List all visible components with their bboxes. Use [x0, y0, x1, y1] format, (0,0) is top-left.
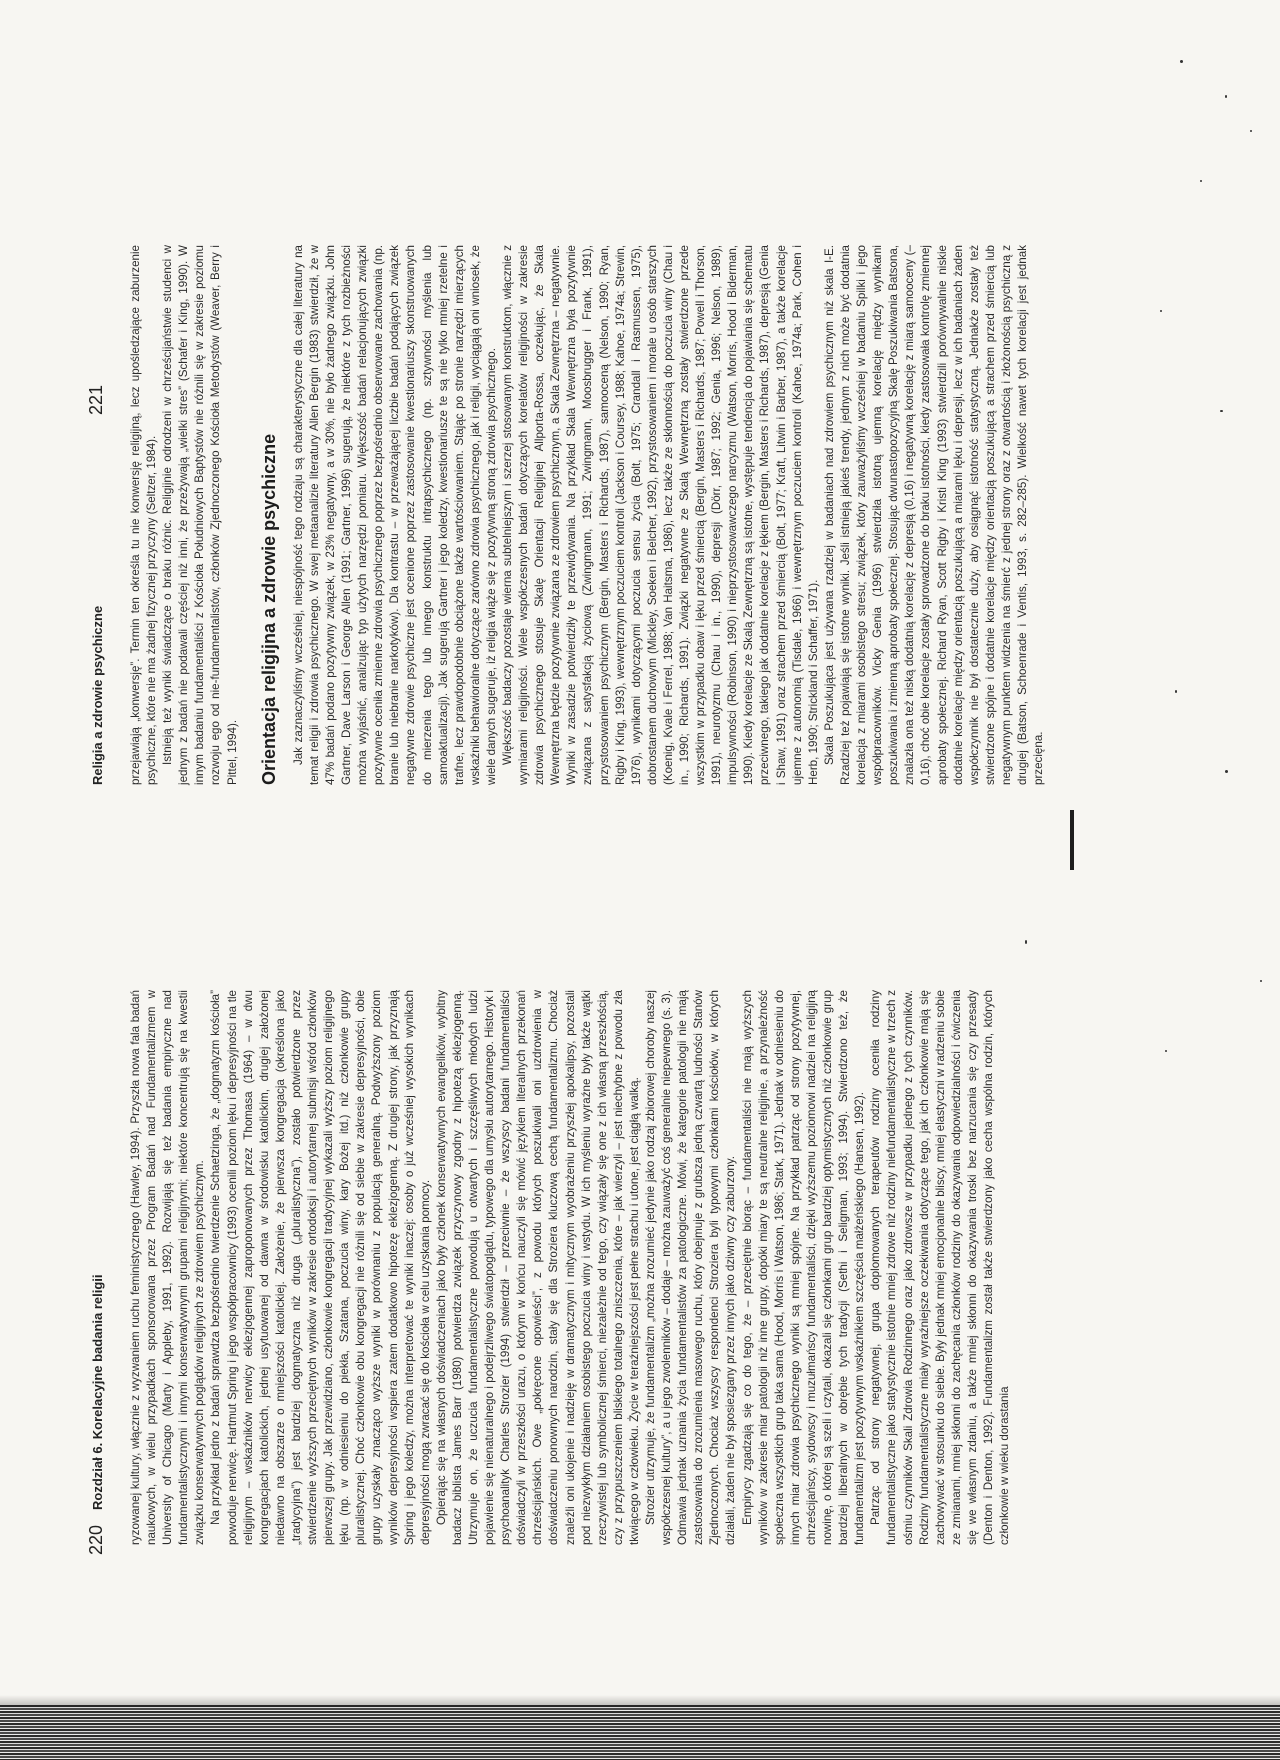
book-binding-edge: [0, 1705, 1280, 1760]
scan-speck: [1025, 940, 1027, 944]
scan-speck: [1175, 690, 1177, 693]
paragraph: Jak zaznaczyliśmy wcześniej, niespójność tego rodzaju są charakterystyczne dla całej literatury na temat religii i zdrowia psychicznego. W swej metaanalizie literatury Allen Bergin (1983) stwierdził, że w 47% badań podano pozytywny związek, w 23% negatywny, a w 30%, nie było żadnego związku. John Gartner, Dave Larson i George Allen (1991; Gartner, 1996) sugerują, że niektóre z tych rozbieżności można wyjaśnić, analizując typ użytych narzędzi pomiaru. Większość badań relacjonujących związki pozytywne oceniła zmienne zdrowia psychicznego poprzez bezpośrednio obserwowane zachowania (np. branie lub niebranie narkotyków). Dla kontrastu – w przeważającej liczbie badań podających związek negatywne zdrowie psychiczne jest ocenione poprzez zastosowanie kwestionariuszy skonstruowanych do mierzenia tego lub innego konstruktu intrapsychicznego (np. sztywności myślenia lub samoaktualizacji). Jak sugerują Gartner i jego koledzy, kwestionariusze te są nie tylko mniej rzetelne i trafne, lecz prawdopodobnie obciążone także wartościowaniem. Stając po stronie narzędzi mierzących wskaźniki behawioralne dotyczące zarówno zdrowia psychicznego, jak i religii, wyciągają oni wniosek, że wiele danych sugeruje, iż religia wiąże się z pozytywną stroną zdrowia psychicznego.: [291, 245, 498, 785]
scan-speck: [1250, 130, 1252, 132]
scan-speck: [1260, 980, 1262, 982]
section-heading: Orientacja religijna a zdrowie psychiczne: [258, 433, 279, 785]
scan-speck: [1165, 1050, 1167, 1052]
paragraph: Istnieją też wyniki świadczące o braku różnic. Religijnie odrodzeni w chrześcijaństwie studenci w jednym z badań nie podawali częściej niż inni, że przeżywają „wielki stres” (Schafer i King, 1990). W innym badaniu fundamentaliści z Kościoła Południowych Baptystów nie różnili się w zakresie poziomu rozwoju ego od nie-fundamentalistów, członków Zjednoczonego Kościoła Metodystów (Weaver, Berry i Pittel, 1994).: [161, 245, 239, 785]
paragraph: Większość badaczy pozostaje wierna subtelniejszym i szerzej stosowanym konstruktom, włącznie z wymiarami religijności. Wiele współczesnych badań dotyczących korelatów religijności w zakresie zdrowia psychicznego stosuje Skalę Orientacji Religijnej Allporta-Rossa, oczekując, że Skala Wewnętrzna będzie pozytywnie związana ze zdrowiem psychicznym, a Skala Zewnętrzna – negatywnie. Wyniki w zasadzie potwierdziły te przewidywania. Na przykład Skala Wewnętrzna była pozytywnie związana z satysfakcją życiową (Zwingmann, 1991; Zwingmann, Moosbrugger i Frank, 1991), przystosowaniem psychicznym (Bergin, Masters i Richards, 1987), samooceną (Nelson, 1990; Ryan, Rigby i King, 1993), wewnętrznym poczuciem kontroli (Jackson i Coursey, 1988; Kahoe, 1974a; Strewin, 1976), wynikami dotyczącymi poczucia sensu życia (Bolt, 1975; Crandall i Rasmussen, 1975), dobrostanem duchowym (Mickley, Soeken i Belcher, 1992), przystosowaniem i morale u osób starszych (Koenig, Kvale i Ferrel, 1988; Van Haitsma, 1986), lecz także ze skłonnością do poczucia winy (Chau i in., 1990; Richards, 1991). Związki negatywne ze Skalą Wewnętrzną zostały stwierdzone przede wszystkim w przypadku obaw i lęku przed śmiercią (Bergin, Masters i Richards, 1987; Powell i Thorson, 1991), neurotyzmu (Chau i in., 1990), depresji (Dörr, 1987; 1992; Genia, 1996; Nelson, 1989), impulsywności (Robinson, 1990) i nieprzystosowawczego narcyzmu (Watson, Morris, Hood i Biderman, 1990). Kiedy korelacje ze Skalą Zewnętrzną są istotne, występuje tendencja do pojawiania się schematu przeciwnego, takiego jak dodatnie korelacje z lękiem (Bergin, Masters i Richards, 1987), depresją (Genia i Shaw, 1991) oraz strachem przed śmiercią (Bolt, 1977; Kraft, Litwin i Barber, 1987), a także korelacje ujemne z autonomią (Tisdale, 1966) i wewnętrznym poczuciem kontroli (Kahoe, 1974a; Park, Cohen i Herb, 1990; Strickland i Schaffer, 1971).: [500, 245, 820, 785]
right-page-text: [128, 245, 1046, 785]
scan-speck: [1160, 310, 1162, 312]
scan-speck: [1200, 180, 1202, 182]
scan-fold-mark: [1070, 810, 1074, 870]
scan-speck: [1220, 410, 1223, 412]
running-head-left: Rozdział 6. Korelacyjne badania religii: [90, 1274, 105, 1510]
running-head-right: Religia a zdrowie psychiczne: [90, 605, 105, 785]
scan-speck: [1225, 95, 1227, 98]
paragraph: Skala Poszukująca jest używana rzadziej w badaniach nad zdrowiem psychicznym niż skala I-E. Rzadziej też pojawiają się istotne wyniki. Jeśli istnieją jakieś trendy, jednym z nich może być dodatnia korelacja z miarami osobistego stresu; związek, który zauważyliśmy wcześniej w badaniu Spilki i jego współpracowników. Vicky Genia (1996) stwierdziła istotną ujemną korelację między wynikami poszukiwania i zmienną aprobaty społecznej. Stosując dwunastopozycyjną Skalę Poszukiwania Batsona, znalazła ona też niską dodatnią korelację z depresją (0,16) i negatywną korelację z miarą samooceny (–0,16), choć obie korelacje zostały sprowadzone do braku istotności, kiedy zastosowała kontrolę zmiennej aprobaty społecznej. Richard Ryan, Scott Rigby i Kristi King (1993) stwierdzili porównywalnie niskie dodatnie korelacje między orientacją poszukującą a miarami lęku i depresji, lecz w ich badaniach żaden współczynnik nie był dostatecznie duży, aby osiągnąć istotność statystyczną. Jednakże zostały też stwierdzone spójne i dodatnie korelacje między orientacją poszukującą a strachem przed śmiercią lub negatywnym punktem widzenia na śmierć z jednej strony oraz z otwartością i złożonością psychiczną z drugiej (Batson, Schoenrade i Ventis, 1993, s. 282–285). Wielkość nawet tych korelacji jest jednak przecięna.: [822, 245, 1046, 785]
paragraph: Opierając się na własnych doświadczeniach jako były członek konserwatywnych ewangelików, wybitny badacz biblista James Barr (1980) potwierdza związek przyczynowy zgodny z hipotezą eklezjogenną. Utrzymuje on, że uczucia fundamentalistyczne powodują u otwartych i szczęśliwych młodych ludzi pojawienie się nienaturalnego i podejrzliwego światopoglądu, typowego dla umysłu autorytarnego. Historyk i psychoanalityk Charles Strozier (1994) stwierdził – przeciwnie – że wszyscy badani fundamentaliści doświadczyli w przeszłości urazu, o którym w końcu nauczyli się mówić językiem literalnych przekonań chrześcijańskich. Owe „pokręcone opowieści”, z powodu których poszukiwali oni uzdrowienia w doświadczeniu ponownych narodzin, stały się dla Strozierа kluczową cechą fundamentalizmu. Chociaż znaleźli oni ukojenie i nadzieję w dramatycznym i mitycznym wyobrażeniu przyszłej apokalipsy, pozostali pod niezwykłym działaniem osobistego poczucia winy i wstydu. W ich myśleniu wyraźne były także wątki rzeczywistej lub symbolicznej śmierci, niezależnie od tego, czy wiązały się one z ich własną przeszłością, czy z przypuszczeniem bliskiego totalnego zniszczenia, które – jak wierzyli – jest niechybne z powodu zła tkwiącego w człowieku. Życie w teraźniejszości jest pełne strachu i utone, jest ciągłą walką.: [434, 990, 641, 1545]
paragraph: Empirycy zgadzają się co do tego, że – przeciętnie biorąc – fundamentaliści nie mają wyższych wyników w zakresie miar patologii niż inne grupy, dopóki miary te są neutralne religijnie, a przynależność społeczna wszystkich grup taka sama (Hood, Morris i Watson, 1986; Stark, 1971). Jednak w odniesieniu do innych miar zdrowia psychicznego wyniki są mniej spójne. Na przykład patrząc od strony pozytywnej, chrześcijańscy, sydowscy i muzułmańscy fundamentaliści, dzięki wyższemu poziomowi nadziei na religijną nowinę, o której są szeli i czytali, okazali się członkami grup bardziej optymistycznych niż członkowie grup bardziej liberalnych w obrębie tych tradycji (Sethi i Seligman, 1993; 1994). Stwierdzono też, że fundamentalizm jest pozytywnym wskaźnikiem szczęścia małżeńskiego (Hansen, 1992).: [740, 990, 867, 1545]
paragraph: przejawiają „konwersję”. Termin ten określa tu nie konwersję religijną, lecz upośledzające zaburzenie psychiczne, które nie ma żadnej fizycznej przyczyny (Seltzer, 1984).: [129, 245, 159, 785]
paragraph: Patrząc od strony negatywnej, grupa doplomowanych terapeutów rodziny oceniła rodziny fundamentalistyczne jako statystycznie istotnie mniej zdrowe niż rodziny niefundamentalistyczne w trzech z ośmiu czynników Skali Zdrowia Rodzinnego oraz jako zdrowsze w przypadku jednego z tych czynników. Rodziny fundamentalistyczne miały wyraźniejsze oczekiwania dotyczące tego, jak ich członkowie mają się zachowywać w stosunku do siebie. Były jednak mniej emocjonalnie bliscy, mniej elastyczni w radzeniu sobie ze zmianami, mniej skłonni do zachęcania członków rodziny do okazywania odpowiedzialności i ćwiczenia się we własnym zdaniu, a także mniej skłonni do okazywania troski bez narzucania się czy przesady (Denton i Denton, 1992). Fundamentalizm został także stwierdzony jako cecha wspólna rodzin, których członkowie w wieku dorastania: [869, 990, 1012, 1545]
left-page: [0, 880, 1280, 1760]
scan-speck: [1225, 770, 1228, 773]
left-page-text: [128, 990, 1158, 1545]
paragraph: Na przykład jedno z badań sprawdza bezpośrednio twierdzenie Schaetzinga, że „dogmatyzm kościoła” powoduje nerwicę. Hartmut Spring i jego współpracownicy (1993) ocenili poziom lęku i depresyjności na tle religijnym – wskaźników nerwicy eklezjogennej zaproponowanych przez Thomasa (1964) – w dwu kongregacjach katolickich, jednej usytuowanej od dawna w środowisku katolickim, drugiej założonej niedawno na obszarze o mniejszości katolickiej. Założenie, że pierwsza kongregacja (określona jako „tradycyjna”) jest bardziej dogmatyczna niż druga („pluralistyczna”), zostało potwierdzone przez stwierdzenie wyższych przeciętnych wyników w zakresie ortodoksji i autorytarnej submisji wśród członków pierwszej grupy. Jak przewidziano, członkowie kongregacji tradycyjnej wykazali wyższy poziom religijnego lęku (np. w odniesieniu do piekła, Szatana, poczucia winy, kary Bożej itd.) niż członkowie grupy pluralistycznej. Choć członkowie obu kongregacji nie różnili się od siebie w zakresie depresyjności, obie grupy uzyskały znacząco wyższe wyniki w porównaniu z populacją generalną. Podwyższony poziom wyników depresyjności wspiera zatem dodatkowo hipotezę eklezjogenną. Z drugiej strony, jak przyznają Spring i jego koledzy, można interpretować te wyniki inaczej: osoby o już wcześniej wysokich wynikach depresyjności mogą zwracać się do kościoła w celu uzyskania pomocy.: [209, 990, 432, 1545]
paragraph: Strozier utrzymuje, że fundamentalizm „można zrozumieć jedynie jako rodzaj zbiorowej choroby naszej współczesnej kultury”, a u jego zwolenników – dodaje – można zauważyć coś generalnie niepewnego (s. 3). Odmawia jednak uznania życia fundamentalistów za patologiczne. Mówi, że kategorie patologii nie mają zastosowania do zrozumienia masowego ruchu, który obejmuje z grubsza jedną czwartą ludności Stanów Zjednoczonych. Chociaż wszyscy respondenci Strozierа byli typowymi członkami kościołów, w których działali, żaden nie był sposiezgany przez innych jako dziwny czy zaburzony.: [644, 990, 738, 1545]
scan-speck: [1180, 60, 1183, 63]
page-number-left: 220: [86, 1524, 106, 1555]
paragraph: ryzowanej kultury, włącznie z wyzwaniem ruchu feministycznego (Hawley, 1994). Przyszła nowa fala badań naukowych, w wielu przypadkach sponsorowana przez Program Badań nad Fundamentalizmem w University of Chicago (Marty i Appleby, 1991, 1992). Rozwijają się też badania empiryczne nad fundamentalistycznymi i innymi konserwatywnymi grupami religijnymi; niektóre koncentrują się na kwestii związku konserwatywnych poglądów religijnych ze zdrowiem psychicznym.: [129, 990, 207, 1545]
page-number-right: 221: [86, 384, 106, 415]
